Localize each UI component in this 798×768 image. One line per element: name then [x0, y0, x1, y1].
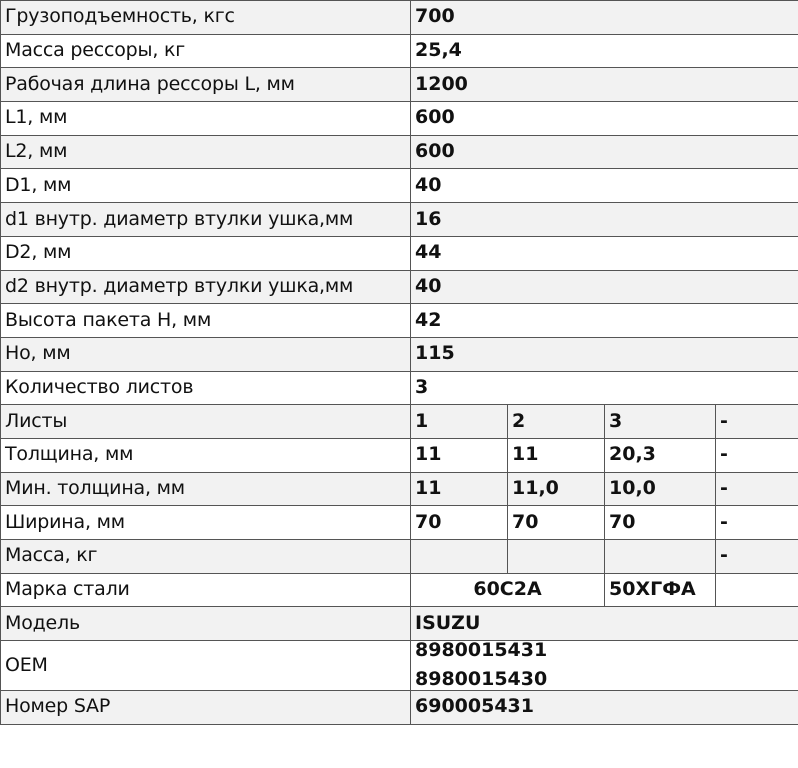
row-label: Ho, мм — [1, 337, 411, 371]
row-value: 25,4 — [411, 34, 798, 68]
table-row — [1, 304, 798, 338]
row-label: Рабочая длина рессоры L, мм — [1, 68, 411, 102]
leaves-label: Листы — [1, 405, 411, 439]
row-label: Высота пакета H, мм — [1, 304, 411, 338]
leaf-cell: 70 — [508, 506, 605, 540]
row-label: D2, мм — [1, 236, 411, 270]
row-value: 16 — [411, 203, 798, 237]
leaf-cell: - — [716, 540, 798, 574]
leaf-cell — [605, 540, 716, 574]
row-label: d1 внутр. диаметр втулки ушка,мм — [1, 203, 411, 237]
leaf-cell: 20,3 — [605, 438, 716, 472]
steel-grade-label: Марка стали — [1, 573, 411, 607]
table-row — [1, 371, 798, 405]
leaf-cell: 11,0 — [508, 472, 605, 506]
leaf-cell: 10,0 — [605, 472, 716, 506]
oem-label: OEM — [1, 641, 411, 691]
table-row — [1, 169, 798, 203]
row-label: L1, мм — [1, 102, 411, 136]
row-label: Масса, кг — [1, 540, 411, 574]
leaf-cell: - — [716, 506, 798, 540]
row-label: D1, мм — [1, 169, 411, 203]
steel-grade-row — [1, 573, 798, 607]
table-row — [1, 135, 798, 169]
table-row — [1, 34, 798, 68]
table-row — [1, 506, 798, 540]
leaf-cell: 11 — [508, 438, 605, 472]
leaf-cell: - — [716, 405, 798, 439]
sap-row — [1, 690, 798, 724]
row-value: 40 — [411, 270, 798, 304]
steel-grade-empty — [716, 573, 798, 607]
leaf-cell: - — [716, 472, 798, 506]
leaf-cell: 11 — [411, 438, 508, 472]
table-row — [1, 68, 798, 102]
model-label: Модель — [1, 607, 411, 641]
model-value: ISUZU — [411, 607, 798, 641]
row-value: 600 — [411, 135, 798, 169]
row-label: L2, мм — [1, 135, 411, 169]
leaf-cell: 11 — [411, 472, 508, 506]
row-value: 3 — [411, 371, 798, 405]
table-row — [1, 102, 798, 136]
table-row — [1, 472, 798, 506]
table-row — [1, 540, 798, 574]
leaf-cell — [508, 540, 605, 574]
leaf-cell: 1 — [411, 405, 508, 439]
oem-number: 8980015430 — [415, 668, 548, 690]
leaf-cell: 70 — [411, 506, 508, 540]
leaf-cell: 2 — [508, 405, 605, 439]
row-value: 700 — [411, 1, 798, 35]
steel-grade-a: 60С2А — [411, 573, 605, 607]
row-label: Грузоподъемность, кгс — [1, 1, 411, 35]
row-label: Толщина, мм — [1, 438, 411, 472]
row-label: Количество листов — [1, 371, 411, 405]
row-label: Мин. толщина, мм — [1, 472, 411, 506]
model-row — [1, 607, 798, 641]
leaves-header-row — [1, 405, 798, 439]
sap-value: 690005431 — [411, 690, 798, 724]
sap-label: Номер SAP — [1, 690, 411, 724]
row-value: 600 — [411, 102, 798, 136]
leaf-cell: - — [716, 438, 798, 472]
table-row — [1, 203, 798, 237]
oem-values — [411, 641, 798, 691]
table-row — [1, 270, 798, 304]
oem-row — [1, 641, 798, 691]
table-row — [1, 236, 798, 270]
row-value: 115 — [411, 337, 798, 371]
row-label: d2 внутр. диаметр втулки ушка,мм — [1, 270, 411, 304]
leaf-cell: 70 — [605, 506, 716, 540]
oem-number: 8980015431 — [415, 640, 548, 662]
row-label: Масса рессоры, кг — [1, 34, 411, 68]
row-value: 40 — [411, 169, 798, 203]
table-row — [1, 438, 798, 472]
leaf-cell: 3 — [605, 405, 716, 439]
table-row — [1, 1, 798, 35]
row-value: 44 — [411, 236, 798, 270]
table-row — [1, 337, 798, 371]
row-label: Ширина, мм — [1, 506, 411, 540]
steel-grade-b: 50ХГФА — [605, 573, 716, 607]
leaf-cell — [411, 540, 508, 574]
row-value: 1200 — [411, 68, 798, 102]
row-value: 42 — [411, 304, 798, 338]
